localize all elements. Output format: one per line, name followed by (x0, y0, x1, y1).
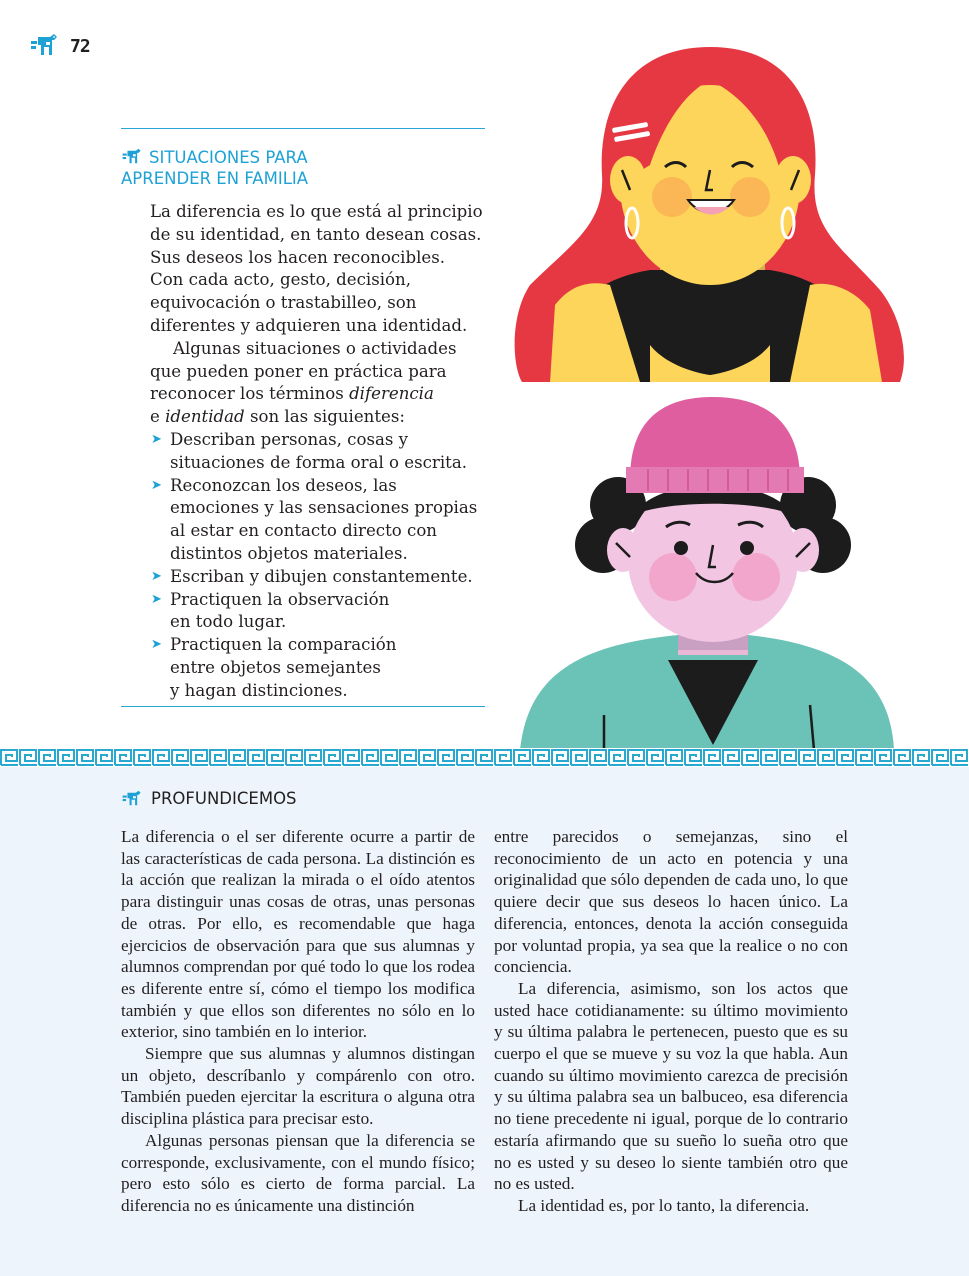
arrow-bullet-icon: ➤ (151, 431, 162, 447)
paragraph: Siempre que sus alumnas y alumnos distingan un objeto, descríbanlo y compárenlo con otro. También pueden ejercitar la escritura o alguna otra disciplina plástica para precisar esto. (121, 1044, 475, 1129)
paragraph: La identidad es, por lo tanto, la diferencia. (518, 1195, 810, 1215)
woman-illustration (510, 45, 910, 385)
paragraph: Algunas personas piensan que la diferencia se corresponde, exclusivamente, con el mundo físico; pero esto sólo es cierto de forma parcial. La diferencia no es únicamente una distinción (121, 1130, 475, 1215)
profundicemos-heading (121, 789, 297, 808)
arrow-bullet-icon: ➤ (151, 591, 162, 607)
page-number: 72 (70, 35, 90, 57)
family-paragraph-2: Algunas situaciones o actividades que pueden poner en práctica para reconocer los términos diferencia e identidad son las siguientes: (150, 338, 457, 427)
activity-list (150, 429, 495, 703)
profundicemos-title: PROFUNDICEMOS (151, 789, 297, 808)
greek-key-border (0, 748, 969, 767)
list-item: ➤ Practiquen la comparación entre objetos semejantes y hagan distinciones. (151, 635, 397, 700)
arrow-bullet-icon: ➤ (151, 477, 162, 493)
profundicemos-left-column (121, 826, 475, 1217)
bird-glyph-icon (121, 148, 145, 166)
paragraph: La diferencia, asimismo, son los actos que usted hace cotidianamente: su último movimiento y su última palabra le pertenecen, puesto que es su cuerpo el que se mueve y su voz la que habla. Aun cuando su último movimiento carezca de precisión y su última palabra sea un balbuceo, esa diferencia no tiene precedente ni igual, porque de lo contrario estaría afirmando que su sueño lo sueña otro que no es usted y su deseo lo siente también otro que no es usted. (494, 978, 848, 1194)
bird-glyph-icon (30, 33, 62, 59)
list-item: ➤ Practiquen la observación en todo lugar. (151, 589, 390, 632)
family-box-top-rule (121, 128, 485, 129)
list-item: ➤ Escriban y dibujen constantemente. (150, 566, 495, 589)
list-item: ➤ Reconozcan los deseos, las emociones y las sensaciones propias al estar en contacto directo con distintos objetos materiales. (151, 475, 478, 563)
bird-glyph-icon (121, 790, 145, 808)
family-heading-line1: SITUACIONES PARA (149, 148, 308, 167)
family-heading-line2: APRENDER EN FAMILIA (121, 169, 309, 188)
family-paragraph-1: La diferencia es lo que está al principio de su identidad, en tanto desean cosas. Sus deseos los hacen reconocibles. Con cada acto, gesto, decisión, equivocación o trastabilleo, son diferentes y adquieren una identidad. (150, 202, 483, 335)
boy-illustration (518, 395, 898, 750)
page-header (30, 33, 90, 59)
paragraph: entre parecidos o semejanzas, sino el reconocimiento de un acto en potencia y una originalidad que sólo dependen de cada uno, lo que quiere decir que sus deseos lo hacen único. La diferencia, entonces, denota la acción conseguida por voluntad propia, ya sea que la realice o no con conciencia. (494, 827, 848, 977)
list-item: ➤ Describan personas, cosas y situaciones de forma oral o escrita. (151, 429, 468, 472)
family-box-body (150, 201, 495, 703)
arrow-bullet-icon: ➤ (151, 637, 162, 653)
paragraph: La diferencia o el ser diferente ocurre a partir de las características de cada persona. La distinción es la acción que realizan la mirada o el oído atentos para distinguir unas cosas de otras, unas personas de otras. Por ello, es recomendable que haga ejercicios de observación para que sus alumnas y alumnos comprendan por qué todo lo que los rodea es diferente entre sí, cómo el tiempo los modifica también y que ellos son diferentes no sólo en lo exterior, sino también en lo interior. (121, 827, 475, 1042)
family-box-bottom-rule (121, 706, 485, 707)
profundicemos-right-column (494, 826, 848, 1217)
family-box-heading (121, 147, 481, 189)
arrow-bullet-icon: ➤ (151, 568, 162, 584)
